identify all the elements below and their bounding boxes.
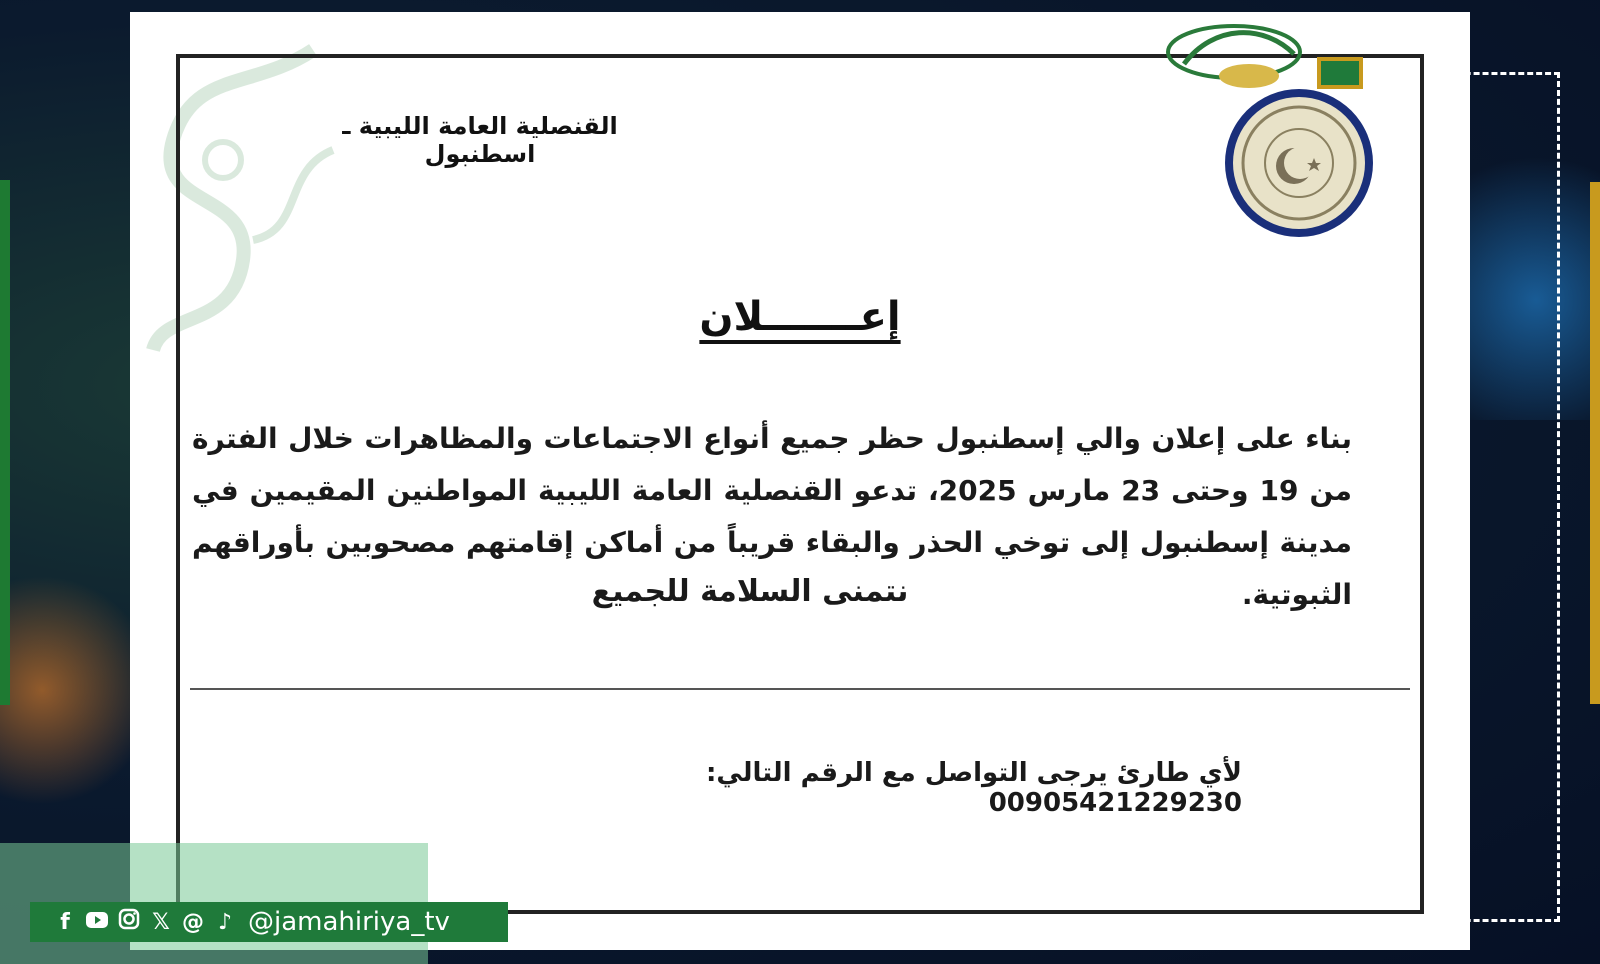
x-icon[interactable]: 𝕏 — [152, 909, 170, 935]
threads-icon[interactable]: @ — [182, 909, 204, 935]
announcement-body: بناء على إعلان والي إسطنبول حظر جميع أنواع الاجتماعات والمظاهرات خلال الفترة من 19 وحتى 23 مارس 2025، تدعو القنصلية العامة الليبية المواطنين المقيمين في مدينة إسطنبول إلى توخي الحذر والبقاء قريباً من أماكن إقامتهم مصحوبين بأوراقهم الثبوتية. — [192, 422, 1353, 611]
contact-text: لأي طارئ يرجى التواصل مع الرقم التالي: — [706, 758, 1242, 788]
contact-line — [512, 758, 1242, 818]
facebook-icon[interactable]: f — [60, 909, 70, 935]
consulate-name: القنصلية العامة الليبية ـ اسطنبول — [342, 112, 618, 168]
tiktok-icon[interactable]: ♪ — [217, 909, 233, 935]
background-glow-left — [0, 560, 140, 820]
jamahiriya-logo-icon — [1164, 14, 1384, 94]
side-accent-bar-right — [1590, 182, 1600, 704]
divider-line — [190, 688, 1410, 690]
libya-emblem-icon — [1222, 86, 1376, 240]
announcement-title: إعـــــــلان — [699, 294, 901, 340]
youtube-icon[interactable] — [84, 910, 110, 935]
closing-line: نتمنى السلامة للجميع — [591, 574, 909, 609]
instagram-icon[interactable] — [116, 908, 142, 936]
contact-number: 00905421229230 — [988, 788, 1242, 818]
social-bar — [30, 902, 508, 942]
side-accent-bar-left — [0, 180, 10, 705]
social-handle[interactable]: @jamahiriya_tv — [248, 907, 450, 937]
